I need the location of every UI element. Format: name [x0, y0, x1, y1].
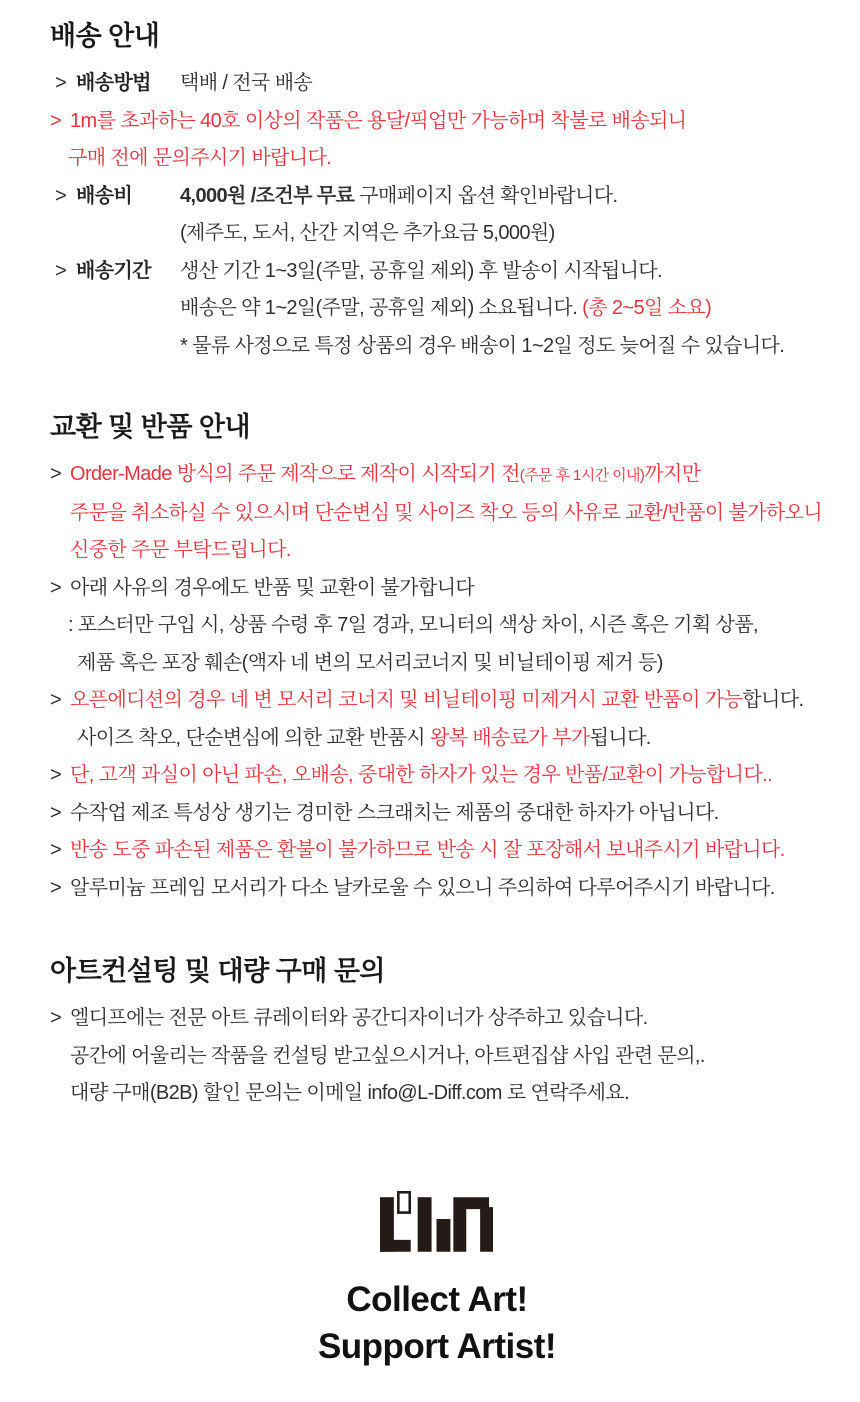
bullet-marker: >	[50, 801, 62, 824]
shipping-fee-price: 4,000원 /조건부 무료	[180, 184, 355, 207]
shipping-section	[50, 16, 824, 365]
consulting-line2: 공간에 어울리는 작품을 컨설팅 받고싶으시거나, 아트편집샵 사입 관련 문의,.	[70, 1044, 705, 1067]
shipping-fee-extra: (제주도, 도서, 산간 지역은 추가요금 5,000원)	[180, 222, 555, 244]
order-made-part2: 까지만	[644, 463, 701, 485]
bullet-marker: >	[50, 463, 62, 485]
ldiff-logo-icon	[379, 1189, 496, 1255]
shipping-period-line1: 생산 기간 1~3일(주말, 공휴일 제외) 후 발송이 시작됩니다.	[180, 259, 662, 282]
order-made-line3: 신중한 주문 부탁드립니다.	[70, 539, 291, 561]
order-made-part1: Order-Made 방식의 주문 제작으로 제작이 시작되기 전	[70, 463, 520, 485]
open-edition-text	[70, 682, 803, 720]
bullet-marker: >	[50, 1007, 62, 1029]
shipping-period-line2-text: 배송은 약 1~2일(주말, 공휴일 제외) 소요됩니다.	[180, 297, 578, 319]
open-edition-black: 합니다.	[742, 689, 804, 711]
order-made-line1	[50, 456, 824, 495]
open-edition-line2	[50, 720, 824, 758]
bullet-marker: >	[50, 764, 62, 786]
aluminum-text: 알루미늄 프레임 모서리가 다소 날카로울 수 있으니 주의하여 다루어주시기 바랍니다.	[70, 876, 775, 899]
open-edition-line2-b: 됩니다.	[589, 726, 651, 749]
slogan-block	[50, 1276, 824, 1370]
slogan-line-2: Support Artist!	[317, 1326, 557, 1366]
consulting-line3	[50, 1075, 824, 1113]
shipping-period-line3: * 물류 사정으로 특정 상품의 경우 배송이 1~2일 정도 늦어질 수 있습니다.	[180, 334, 785, 357]
scratch-line	[50, 795, 824, 833]
consulting-line3-after: 로 연락주세요.	[501, 1082, 630, 1104]
shipping-period-total-days: (총 2~5일 소요)	[582, 297, 712, 319]
bullet-marker: >	[50, 689, 62, 711]
return-damage-line	[50, 832, 824, 870]
slogan-line-1: Collect Art!	[346, 1279, 528, 1319]
footer	[50, 1189, 824, 1370]
consulting-line3-before: 대량 구매(B2B) 할인 문의는 이메일	[70, 1082, 368, 1104]
bullet-marker: >	[55, 72, 67, 94]
no-return-head	[50, 570, 824, 608]
shipping-method-value: 택배 / 전국 배송	[180, 72, 313, 94]
shipping-fee-row	[50, 178, 824, 216]
scratch-text: 수작업 제조 특성상 생기는 경미한 스크래치는 제품의 중대한 하자가 아닙니다.	[70, 801, 719, 824]
aluminum-line	[50, 870, 824, 908]
contact-email[interactable]: info@L-Diff.com	[367, 1082, 502, 1104]
oversize-note-line1	[50, 103, 824, 141]
no-return-detail2: 제품 혹은 포장 훼손(액자 네 변의 모서리코너지 및 비닐테이핑 제거 등)	[77, 651, 663, 674]
shipping-title: 배송 안내	[50, 21, 160, 51]
no-return-head-text: 아래 사유의 경우에도 반품 및 교환이 불가합니다	[70, 576, 475, 599]
consulting-line1	[50, 1000, 824, 1038]
bullet-marker: >	[50, 876, 62, 899]
return-damage-text: 반송 도중 파손된 제품은 환불이 불가하므로 반송 시 잘 포장해서 보내주시기 바랍니다.	[70, 839, 785, 861]
shipping-fee-value	[180, 178, 824, 216]
defect-text: 단, 고객 과실이 아닌 파손, 오배송, 중대한 하자가 있는 경우 반품/교환이 가능합니다..	[70, 764, 773, 786]
no-return-detail1: : 포스터만 구입 시, 상품 수령 후 7일 경과, 모니터의 색상 차이, 시즌 혹은 기획 상품,	[68, 614, 758, 636]
oversize-note-line2: 구매 전에 문의주시기 바랍니다.	[68, 147, 332, 169]
consulting-line1-text: 엘디프에는 전문 아트 큐레이터와 공간디자이너가 상주하고 있습니다.	[70, 1007, 648, 1029]
oversize-note-text1: 1m를 초과하는 40호 이상의 작품은 용달/픽업만 가능하며 착불로 배송되니	[70, 109, 687, 132]
shipping-method-row	[50, 65, 824, 103]
order-made-line2: 주문을 취소하실 수 있으시며 단순변심 및 사이즈 착오 등의 사유로 교환/반품이 불가하오니	[70, 501, 823, 524]
consulting-title: 아트컨설팅 및 대량 구매 문의	[50, 956, 385, 986]
shipping-period-row	[50, 253, 824, 291]
defect-line	[50, 757, 824, 795]
bullet-marker: >	[55, 259, 67, 282]
consulting-section	[50, 951, 824, 1113]
returns-title: 교환 및 반품 안내	[50, 412, 251, 442]
open-edition-line1	[50, 682, 824, 720]
bullet-marker: >	[50, 576, 62, 599]
shipping-method-label: 배송방법	[76, 72, 151, 94]
shipping-period-label: 배송기간	[76, 259, 151, 282]
order-made-text	[70, 456, 700, 495]
returns-section	[50, 407, 824, 907]
open-edition-line2-a: 사이즈 착오, 단순변심에 의한 교환 반품시	[77, 726, 430, 749]
open-edition-line2-red: 왕복 배송료가 부가	[429, 726, 590, 749]
shipping-fee-label: 배송비	[76, 184, 133, 207]
shipping-fee-note: 구매페이지 옵션 확인바랍니다.	[359, 184, 618, 207]
bullet-marker: >	[50, 839, 62, 861]
bullet-marker: >	[55, 184, 67, 207]
open-edition-red: 오픈에디션의 경우 네 변 모서리 코너지 및 비닐테이핑 미제거시 교환 반품이 가능	[70, 689, 743, 711]
order-made-small-note: (주문 후 1시간 이내)	[519, 467, 645, 484]
bullet-marker: >	[50, 109, 62, 132]
shipping-period-line2	[50, 290, 824, 328]
